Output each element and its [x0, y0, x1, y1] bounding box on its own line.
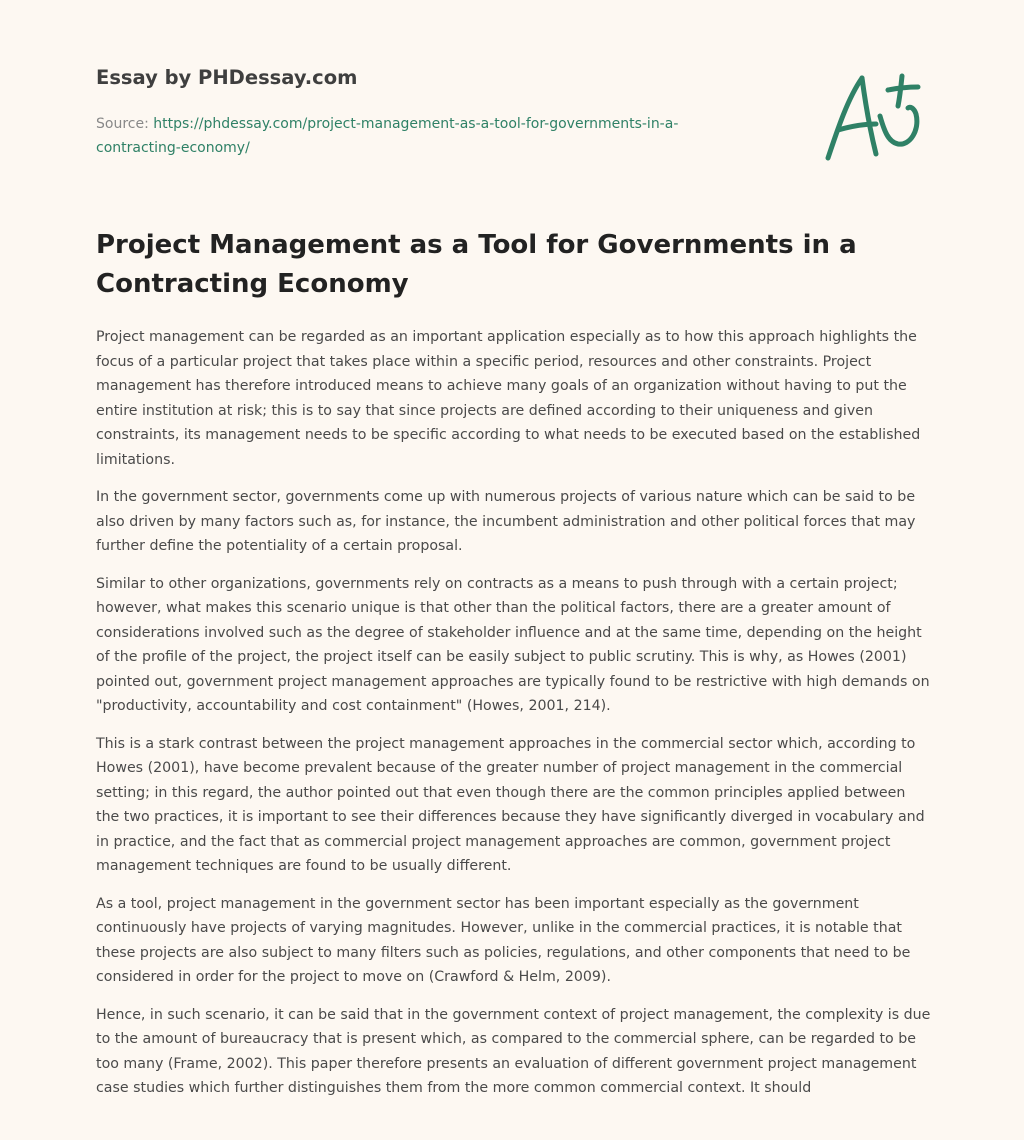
- essay-title: Project Management as a Tool for Governments in a Contracting Economy: [96, 230, 857, 299]
- source-link[interactable]: https://phdessay.com/project-management-as-a-tool-for-governments-in-a-contracting-economy/: [96, 116, 679, 156]
- source-line: [96, 112, 726, 160]
- source-label: Source:: [96, 116, 154, 132]
- a-plus-logo-icon: [818, 68, 930, 164]
- essay-paragraph: Project management can be regarded as an important application especially as to how this approach highlights the focus of a particular project that takes place within a specific period, resources and other constraints. Project management has therefore introduced means to achieve many goals of an organization without having to put the entire institution at risk; this is to say that since projects are defined according to their uniqueness and given constraints, its management needs to be specific according to what needs to be executed based on the established limitations.: [96, 329, 921, 468]
- essay-body: [96, 325, 931, 1114]
- essay-paragraph: As a tool, project management in the government sector has been important especially as the government continuously have projects of varying magnitudes. However, unlike in the commercial practices, it is notable that these projects are also subject to many filters such as policies, regulations, and other components that need to be considered in order for the project to move on (Crawford & Helm, 2009).: [96, 895, 911, 985]
- essay-paragraph: In the government sector, governments come up with numerous projects of various nature which can be said to be also driven by many factors such as, for instance, the incumbent administration and other political forces that may further define the potentiality of a certain proposal.: [96, 489, 916, 554]
- essay-paragraph: Hence, in such scenario, it can be said that in the government context of project management, the complexity is due to the amount of bureaucracy that is present which, as compared to the commercial sphere, can be regarded to be too many (Frame, 2002). This paper therefore presents an evaluation of different government project management case studies which further distinguishes them from the more common commercial context. It should: [96, 1006, 931, 1096]
- site-title: Essay by PHDessay.com: [96, 66, 358, 89]
- essay-paragraph: Similar to other organizations, governments rely on contracts as a means to push through with a certain project; however, what makes this scenario unique is that other than the political factors, there are a greater amount of considerations involved such as the degree of stakeholder influence and at the same time, depending on the height of the profile of the project, the project itself can be easily subject to public scrutiny. This is why, as Howes (2001) pointed out, government project management approaches are typically found to be restrictive with high demands on "productivity, accountability and cost containment" (Howes, 2001, 214).: [96, 575, 930, 714]
- a-plus-logo: [818, 68, 930, 164]
- page-header: [96, 63, 796, 160]
- essay-paragraph: This is a stark contrast between the project management approaches in the commercial sector which, according to Howes (2001), have become prevalent because of the greater number of project management in the commercial setting; in this regard, the author pointed out that even though there are the common principles applied between the two practices, it is important to see their differences because they have significantly diverged in vocabulary and in practice, and the fact that as commercial project management approaches are common, government project management techniques are found to be usually different.: [96, 735, 925, 874]
